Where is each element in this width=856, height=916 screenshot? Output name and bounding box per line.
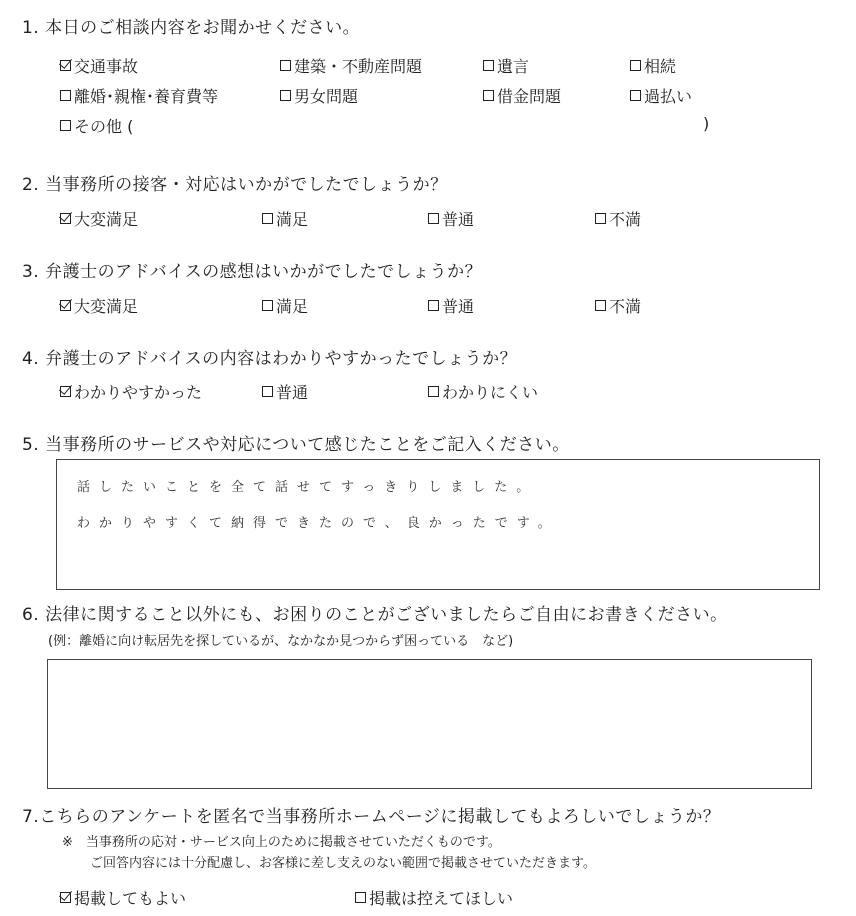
checkbox-icon	[428, 300, 439, 311]
q3-option-satisfied[interactable]: 満足	[262, 294, 308, 317]
checkbox-icon	[595, 300, 606, 311]
checkbox-checked-icon	[60, 892, 71, 903]
q4-option-hard[interactable]: わかりにくい	[428, 380, 538, 403]
q2-option-very-satisfied[interactable]: 大変満足	[60, 207, 138, 230]
q1-option-traffic[interactable]: 交通事故	[60, 54, 138, 77]
checkbox-icon	[630, 90, 641, 101]
q3-title: 3. 弁護士のアドバイスの感想はいかがでしたでしょうか？	[22, 262, 483, 282]
q1-option-other[interactable]: その他 (	[60, 114, 133, 137]
checkbox-icon	[60, 90, 71, 101]
checkbox-icon	[428, 386, 439, 397]
q1-option-relationship[interactable]: 男女問題	[280, 84, 358, 107]
checkbox-checked-icon	[60, 213, 71, 224]
q2-option-normal[interactable]: 普通	[428, 207, 474, 230]
q7-option-decline[interactable]: 掲載は控えてほしい	[355, 886, 513, 909]
q6-example: (例：離婚に向け転居先を探しているが、なかなか見つからず困っている など)	[48, 634, 514, 649]
checkbox-icon	[280, 90, 291, 101]
q3-option-dissatisfied[interactable]: 不満	[595, 294, 641, 317]
checkbox-icon	[595, 213, 606, 224]
q3-option-normal[interactable]: 普通	[428, 294, 474, 317]
checkbox-icon	[483, 60, 494, 71]
q1-option-divorce[interactable]: 離婚･親権･養育費等	[60, 84, 218, 107]
q7-note-1: ※ 当事務所の応対・サービス向上のために掲載させていただくものです。	[62, 835, 501, 850]
q1-title: 1. 本日のご相談内容をお聞かせください。	[22, 18, 361, 38]
q2-option-satisfied[interactable]: 満足	[262, 207, 308, 230]
checkbox-icon	[428, 213, 439, 224]
checkbox-icon	[630, 60, 641, 71]
checkbox-checked-icon	[60, 300, 71, 311]
q4-option-easy[interactable]: わかりやすかった	[60, 380, 202, 403]
q4-option-normal[interactable]: 普通	[262, 380, 308, 403]
q4-title: 4. 弁護士のアドバイスの内容はわかりやすかったでしょうか？	[22, 349, 518, 369]
q5-answer-line-2: わかりやすくて納得できたので、良かったです。	[77, 516, 560, 531]
checkbox-icon	[355, 892, 366, 903]
checkbox-checked-icon	[60, 60, 71, 71]
q7-option-allow[interactable]: 掲載してもよい	[60, 886, 186, 909]
checkbox-icon	[262, 300, 273, 311]
q1-option-overpayment[interactable]: 過払い	[630, 84, 692, 107]
checkbox-icon	[262, 386, 273, 397]
q6-answer-box[interactable]	[47, 659, 812, 789]
q6-title: 6. 法律に関すること以外にも、お困りのことがございましたらご自由にお書きください。	[22, 605, 728, 625]
checkbox-icon	[483, 90, 494, 101]
checkbox-checked-icon	[60, 386, 71, 397]
q1-option-will[interactable]: 遺言	[483, 54, 529, 77]
q1-close-paren: )	[703, 114, 710, 133]
q1-option-inheritance[interactable]: 相続	[630, 54, 676, 77]
q3-option-very-satisfied[interactable]: 大変満足	[60, 294, 138, 317]
q2-option-dissatisfied[interactable]: 不満	[595, 207, 641, 230]
q5-title: 5. 当事務所のサービスや対応について感じたことをご記入ください。	[22, 435, 570, 455]
q1-option-real-estate[interactable]: 建築・不動産問題	[280, 54, 422, 77]
q5-answer-line-1: 話したいことを全て話せてすっきりしました。	[77, 480, 539, 495]
q5-answer-box[interactable]	[56, 459, 820, 590]
checkbox-icon	[60, 120, 71, 131]
q2-title: 2. 当事務所の接客・対応はいかがでしたでしょうか？	[22, 175, 448, 195]
q7-note-2: ご回答内容には十分配慮し、お客様に差し支えのない範囲で掲載させていただきます。	[90, 856, 596, 871]
checkbox-icon	[280, 60, 291, 71]
q1-option-debt[interactable]: 借金問題	[483, 84, 561, 107]
checkbox-icon	[262, 213, 273, 224]
q7-title: 7.こちらのアンケートを匿名で当事務所ホームページに掲載してもよろしいでしょうか？	[22, 807, 721, 827]
